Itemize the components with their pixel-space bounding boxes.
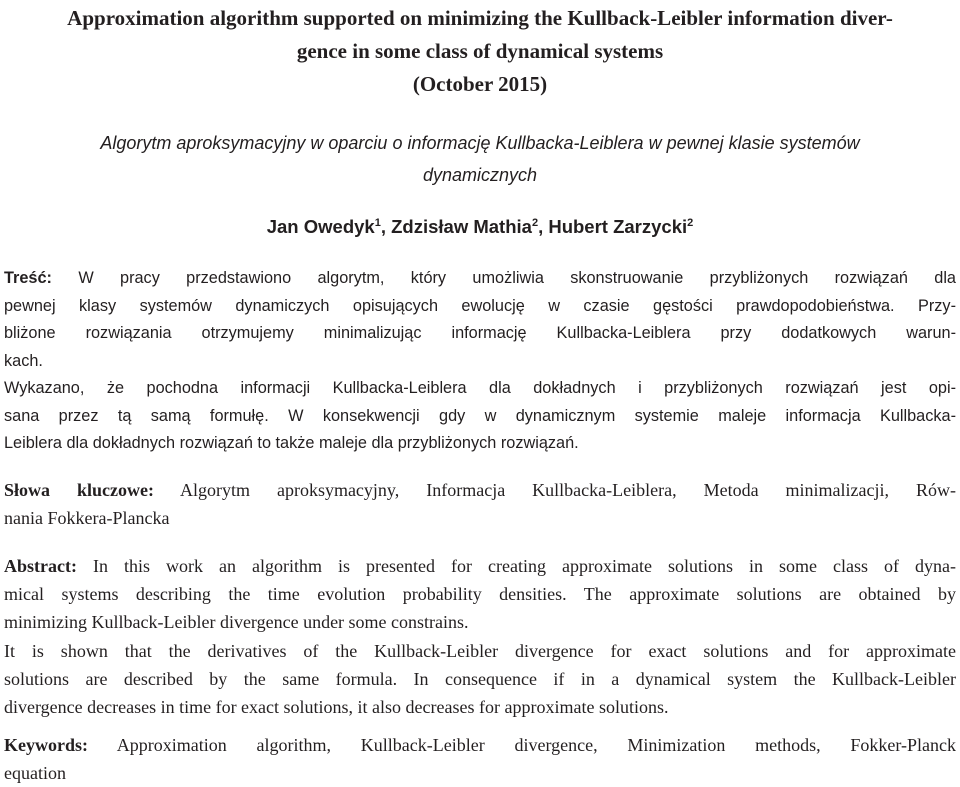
polish-keywords-line: nania Fokkera-Plancka	[4, 508, 170, 528]
polish-abstract-line: kach.	[4, 351, 43, 370]
polish-abstract-line: Wykazano, że pochodna informacji Kullbacka-Leiblera dla dokładnych i przybliżonych rozwiązań jest opi-	[4, 379, 956, 397]
english-abstract-line: solutions are described by the same formula. In consequence if in a dynamical system the Kullback-Leibler	[4, 668, 956, 689]
polish-keywords	[4, 476, 956, 532]
polish-abstract-line: bliżone rozwiązania otrzymujemy minimalizując informację Kullbacka-Leiblera przy dodatkowych warun-	[4, 324, 956, 342]
polish-abstract-line: sana przez tą samą formułę. W konsekwencji gdy w dynamicznym systemie maleje informacja Kullbacka-	[4, 406, 956, 425]
english-keywords-label: Keywords:	[4, 735, 88, 755]
english-abstract-label: Abstract:	[4, 556, 77, 576]
english-abstract-line: It is shown that the derivatives of the Kullback-Leibler divergence for exact solutions and for approximate	[4, 640, 956, 661]
paper-title	[4, 2, 956, 101]
author-name: Jan Owedyk	[266, 216, 375, 237]
english-abstract	[4, 552, 956, 721]
english-abstract-line: minimizing Kullback-Leibler divergence under some constrains.	[4, 612, 469, 633]
english-keywords	[4, 731, 956, 787]
polish-keywords-label: Słowa kluczowe:	[4, 480, 154, 500]
english-abstract-line: Abstract: In this work an algorithm is presented for creating approximate solutions in some class of dyna-	[4, 556, 956, 576]
title-line-1: Approximation algorithm supported on minimizing the Kullback-Leibler information diver-	[67, 6, 893, 30]
polish-abstract-line: pewnej klasy systemów dynamiczych opisujących ewolucję w czasie gęstości prawdopodobieństwa. Przy-	[4, 296, 956, 315]
polish-title-line-1: Algorytm aproksymacyjny w oparciu o informację Kullbacka-Leiblera w pewnej klasie systemów	[100, 133, 860, 153]
author-affiliation: 2	[687, 217, 694, 229]
polish-abstract	[4, 265, 956, 458]
polish-title-line-2: dynamicznych	[422, 165, 538, 185]
polish-abstract-line: Leiblera dla dokładnych rozwiązań to także maleje dla przybliżonych rozwiązań.	[4, 434, 579, 452]
title-line-2: gence in some class of dynamical systems	[296, 39, 664, 63]
polish-abstract-label: Treść:	[4, 269, 52, 287]
author-name: Zdzisław Mathia	[391, 216, 532, 237]
english-abstract-line: divergence decreases in time for exact solutions, it also decreases for approximate solutions.	[4, 697, 669, 718]
author-affiliation: 1	[374, 217, 381, 229]
author-list	[4, 212, 956, 242]
author-separator: ,	[538, 216, 549, 237]
english-keywords-line: equation	[4, 763, 66, 783]
author-affiliation: 2	[531, 217, 539, 229]
english-abstract-line: mical systems describing the time evolution probability densities. The approximate solutions are obtained by	[4, 584, 956, 605]
author-name: Hubert Zarzycki	[548, 216, 688, 237]
polish-title	[4, 127, 956, 191]
english-keywords-line: Keywords: Approximation algorithm, Kullback-Leibler divergence, Minimization methods, Fokker-Planck	[4, 735, 956, 755]
title-date: (October 2015)	[412, 72, 548, 96]
polish-keywords-line: Słowa kluczowe: Algorytm aproksymacyjny, Informacja Kullbacka-Leiblera, Metoda minimalizacji, Rów-	[4, 480, 956, 500]
polish-abstract-line: Treść: W pracy przedstawiono algorytm, który umożliwia skonstruowanie przybliżonych rozwiązań dla	[4, 269, 956, 287]
author-separator: ,	[380, 216, 392, 237]
